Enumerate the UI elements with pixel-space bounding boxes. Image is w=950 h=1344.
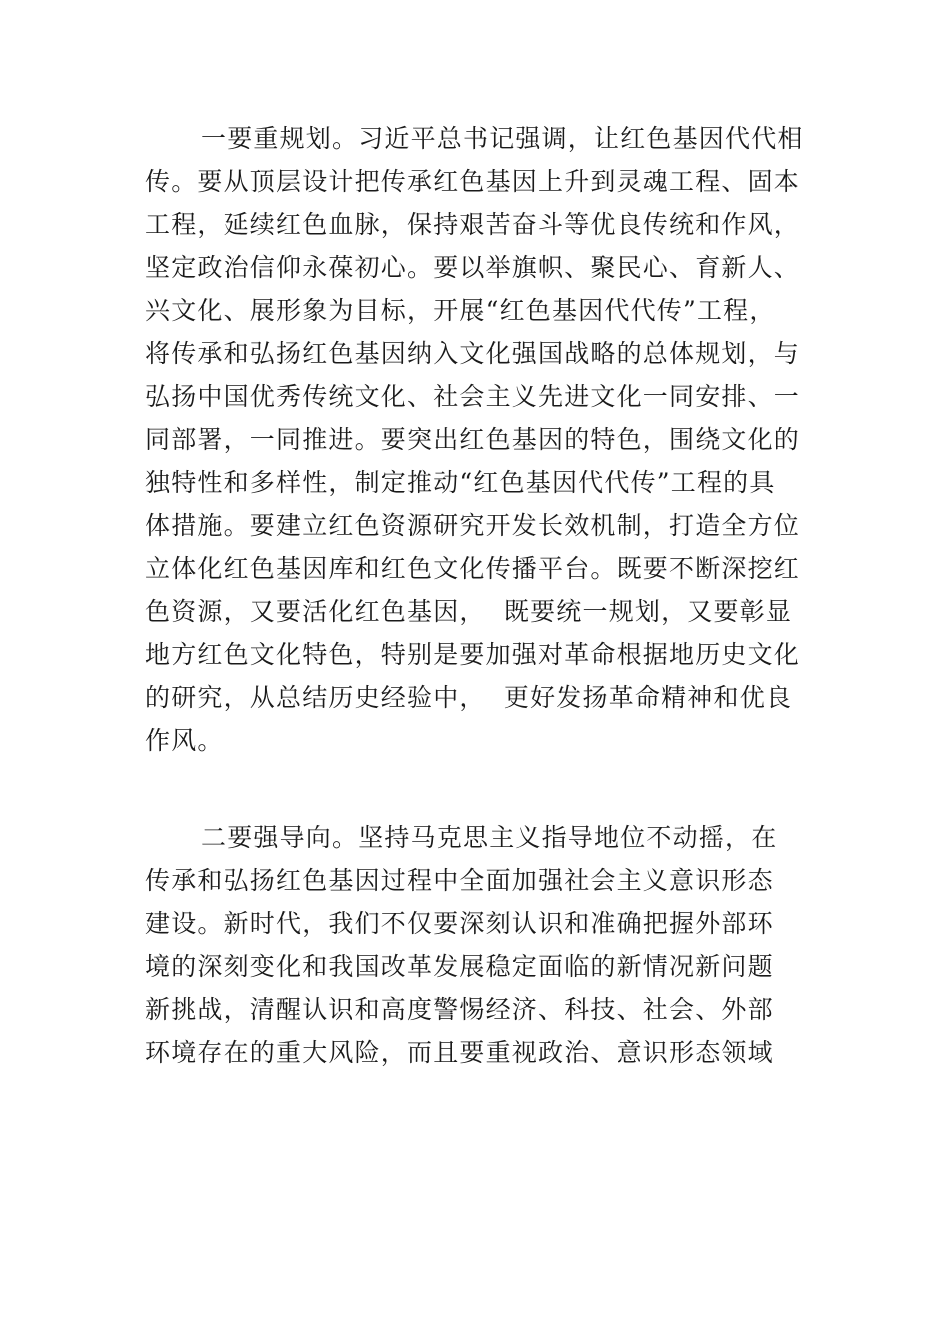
paragraph-line: 新挑战，清醒认识和高度警惕经济、科技、社会、外部 bbox=[145, 995, 774, 1024]
paragraph-line: 弘扬中国优秀传统文化、社会主义先进文化一同安排、一 bbox=[145, 382, 801, 411]
paragraph-line: 的研究，从总结历史经验中， 更好发扬革命精神和优良 bbox=[145, 683, 793, 712]
paragraph-line: 工程，延续红色血脉，保持艰苦奋斗等优良传统和作风， bbox=[145, 210, 801, 239]
paragraph-line: 境的深刻变化和我国改革发展稳定面临的新情况新问题 bbox=[145, 952, 774, 981]
paragraph-line: 独特性和多样性，制定推动“红色基因代代传”工程的具 bbox=[145, 468, 776, 497]
paragraph-line: 立体化红色基因库和红色文化传播平台。既要不断深挖红 bbox=[145, 554, 801, 583]
paragraph-line: 二要强导向。坚持马克思主义指导地位不动摇，在 bbox=[201, 823, 778, 852]
paragraph-line: 坚定政治信仰永葆初心。要以举旗帜、聚民心、育新人、 bbox=[145, 253, 801, 282]
paragraph-line: 传。要从顶层设计把传承红色基因上升到灵魂工程、固本 bbox=[145, 167, 801, 196]
paragraph-line: 色资源，又要活化红色基因， 既要统一规划，又要彰显 bbox=[145, 597, 793, 626]
paragraph-guidance bbox=[145, 816, 830, 1074]
paragraph-line: 作风。 bbox=[145, 726, 224, 755]
paragraph-line: 一要重规划。习近平总书记强调，让红色基因代代相 bbox=[201, 124, 804, 153]
paragraph-line: 传承和弘扬红色基因过程中全面加强社会主义意识形态 bbox=[145, 866, 774, 895]
paragraph-line: 同部署，一同推进。要突出红色基因的特色，围绕文化的 bbox=[145, 425, 801, 454]
paragraph-line: 兴文化、展形象为目标，开展“红色基因代代传”工程， bbox=[145, 296, 776, 325]
paragraph-planning bbox=[145, 117, 830, 762]
paragraph-line: 地方红色文化特色，特别是要加强对革命根据地历史文化 bbox=[145, 640, 801, 669]
paragraph-line: 将传承和弘扬红色基因纳入文化强国战略的总体规划，与 bbox=[145, 339, 801, 368]
paragraph-line: 环境存在的重大风险，而且要重视政治、意识形态领域 bbox=[145, 1038, 774, 1067]
paragraph-line: 建设。新时代，我们不仅要深刻认识和准确把握外部环 bbox=[145, 909, 774, 938]
paragraph-line: 体措施。要建立红色资源研究开发长效机制，打造全方位 bbox=[145, 511, 801, 540]
paragraph-spacer bbox=[145, 762, 830, 816]
document-body bbox=[145, 117, 830, 1074]
